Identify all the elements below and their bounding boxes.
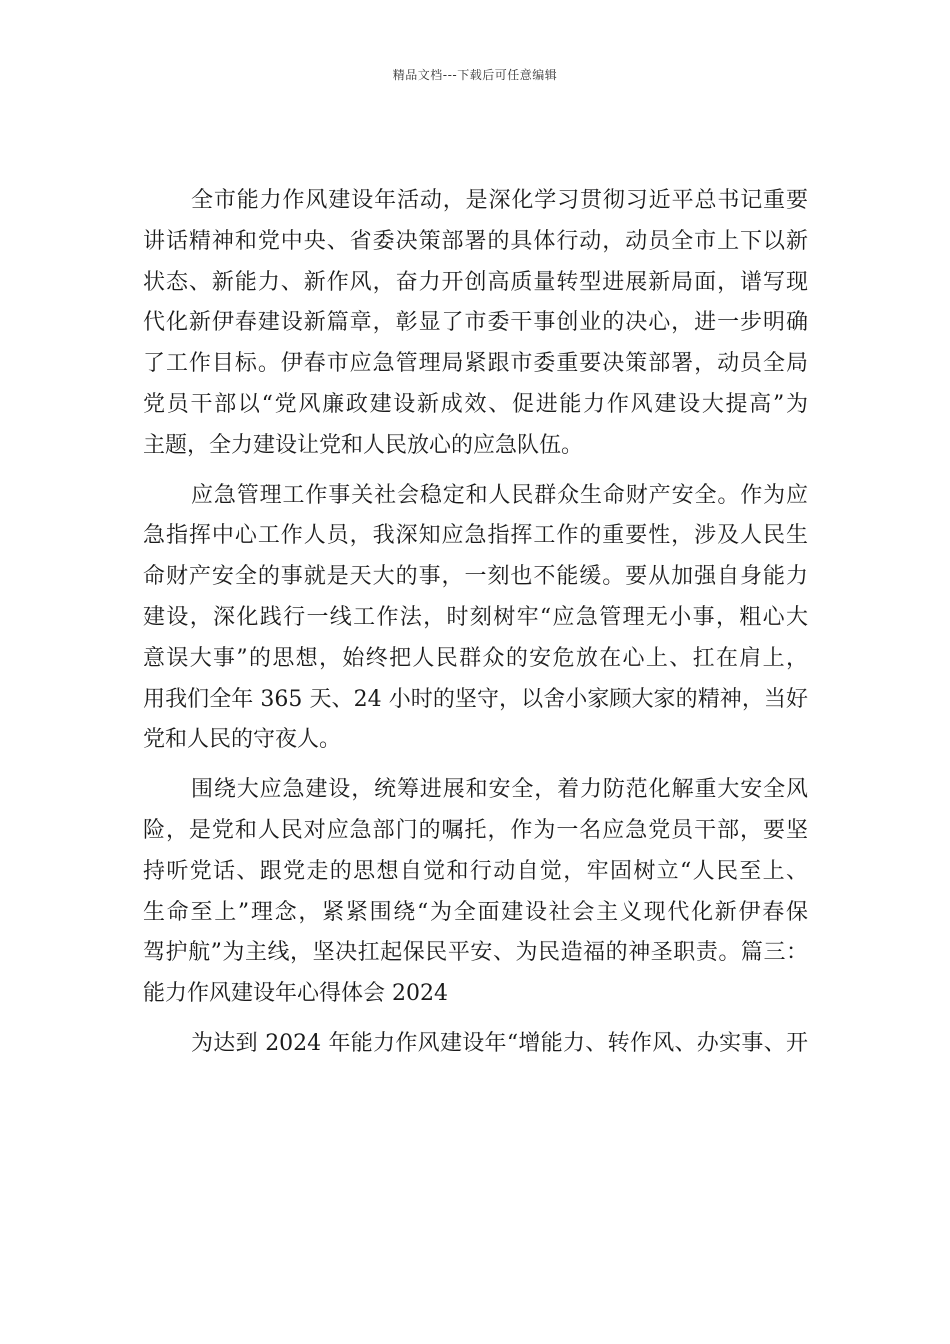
paragraph-3: [143, 770, 808, 1015]
text-line: 党员干部以“党风廉政建设新成效、促进能力作风建设大提高”为: [143, 391, 808, 417]
text-line: 应急管理工作事关社会稳定和人民群众生命财产安全。作为应: [191, 482, 808, 508]
text-line: 急指挥中心工作人员，我深知应急指挥工作的重要性，涉及人民生: [143, 523, 808, 549]
text-line: 主题，全力建设让党和人民放心的应急队伍。: [143, 432, 584, 458]
text-line: 建设，深化践行一线工作法，时刻树牢“应急管理无小事，粗心大: [143, 604, 808, 630]
text-line: 全市能力作风建设年活动，是深化学习贯彻习近平总书记重要: [191, 188, 808, 213]
text-line: 生命至上”理念，紧紧围绕“为全面建设社会主义现代化新伊春保: [143, 899, 808, 925]
text-line: 持听党话、跟党走的思想自觉和行动自觉，牢固树立“人民至上、: [143, 858, 808, 884]
text-line: 了工作目标。伊春市应急管理局紧跟市委重要决策部署，动员全局: [143, 351, 808, 377]
text-line: 讲话精神和党中央、省委决策部署的具体行动，动员全市上下以新: [143, 228, 808, 254]
paragraph-1: [143, 181, 808, 467]
text-line: 状态、新能力、新作风，奋力开创高质量转型进展新局面，谱写现: [143, 269, 808, 295]
text-line: 驾护航”为主线，坚决扛起保民平安、为民造福的神圣职责。篇三：: [143, 940, 808, 966]
paragraph-4: [143, 1024, 808, 1065]
text-line: 能力作风建设年心得体会 2024: [143, 981, 448, 1007]
page-header: 精品文档---下载后可任意编辑: [392, 68, 558, 82]
paragraph-2: [143, 476, 808, 762]
text-line: 意误大事”的思想，始终把人民群众的安危放在心上、扛在肩上，: [143, 645, 808, 671]
document-body: [143, 181, 808, 1065]
text-line: 用我们全年 365 天、24 小时的坚守，以舍小家顾大家的精神，当好: [143, 686, 808, 712]
text-line: 代化新伊春建设新篇章，彰显了市委干事创业的决心，进一步明确: [143, 310, 808, 336]
text-line: 险，是党和人民对应急部门的嘱托，作为一名应急党员干部，要坚: [143, 817, 808, 843]
text-line: 为达到 2024 年能力作风建设年“增能力、转作风、办实事、开: [191, 1030, 808, 1056]
text-line: 围绕大应急建设，统筹进展和安全，着力防范化解重大安全风: [191, 777, 808, 803]
text-line: 命财产安全的事就是天大的事，一刻也不能缓。要从加强自身能力: [143, 564, 808, 590]
text-line: 党和人民的守夜人。: [143, 727, 342, 753]
